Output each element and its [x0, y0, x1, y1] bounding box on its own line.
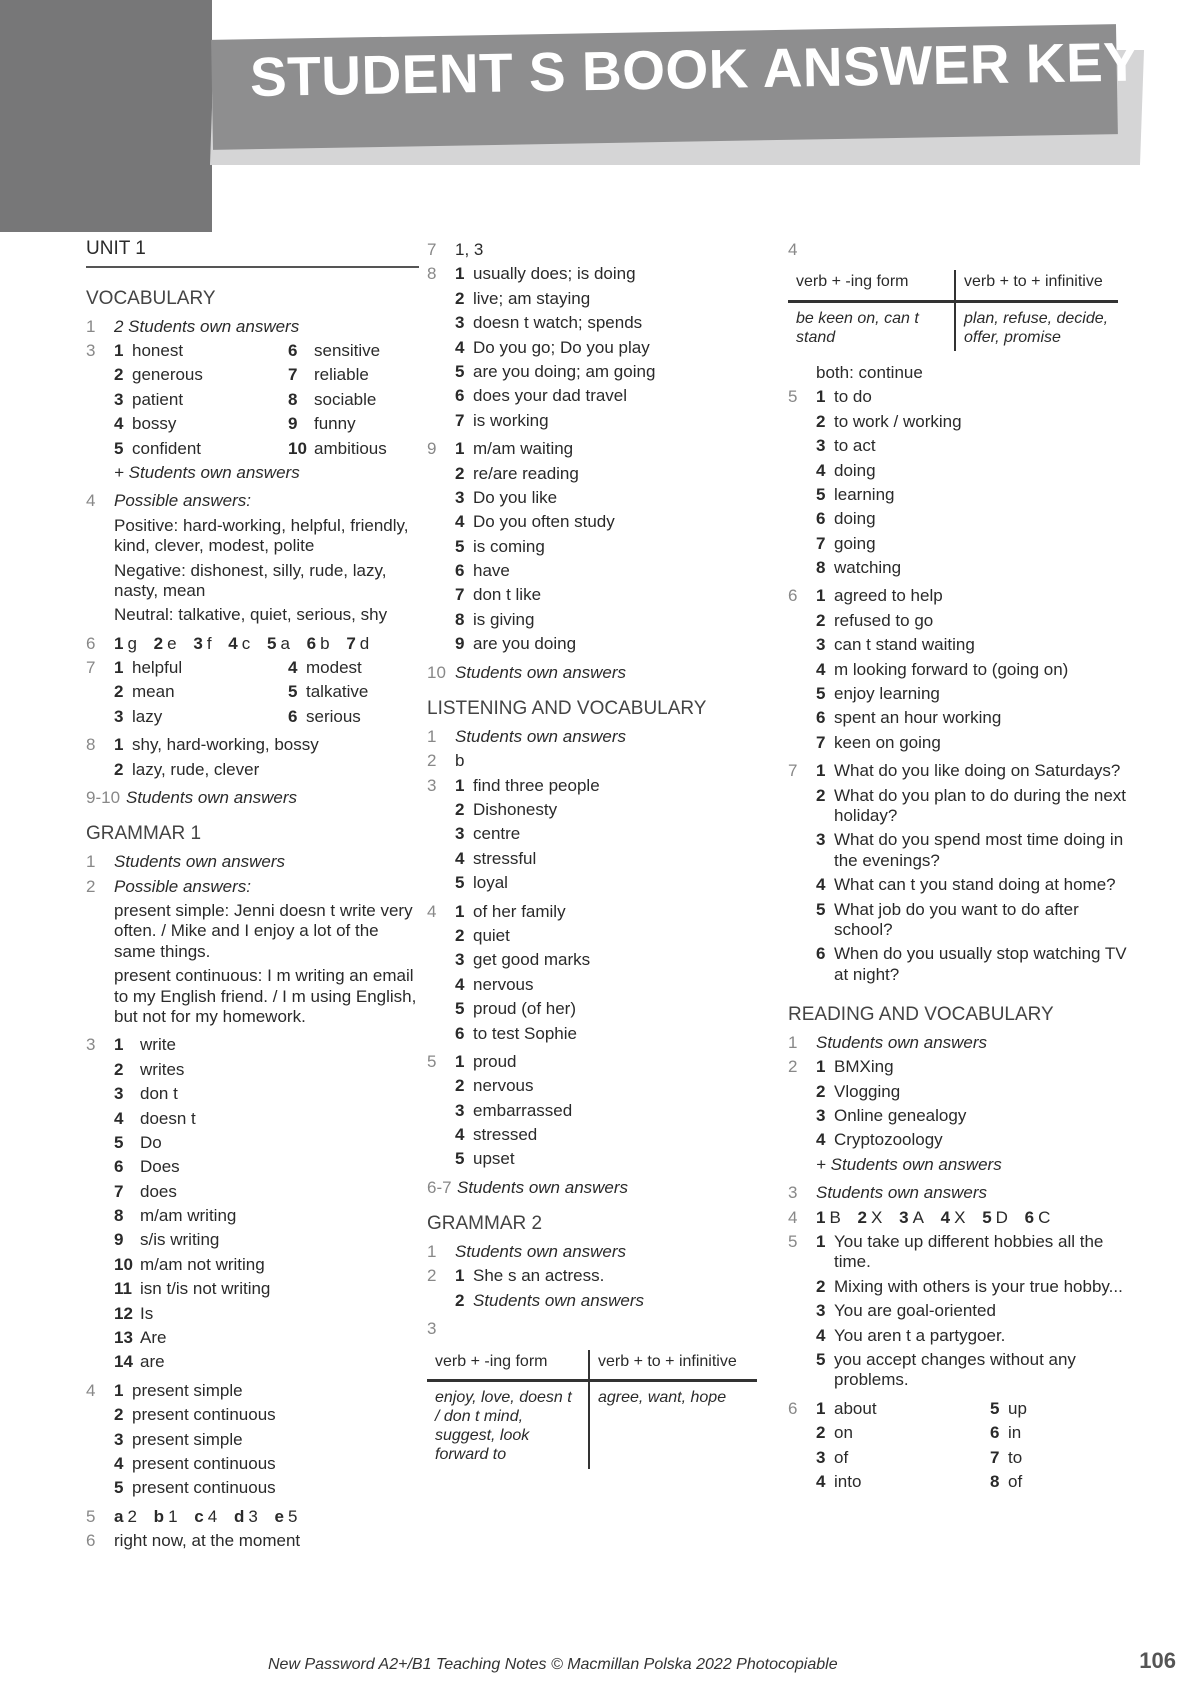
column-2	[427, 238, 772, 1481]
grammar1-ex5: 5 a 2 b 1 c 4 d 3 e 5	[86, 1506, 298, 1526]
reading-ex3: 3 Students own answers	[788, 1183, 988, 1203]
vocab-ex7: 7 1 helpful 4 modest 2 mean 5 talkative 3 lazy 6 serious	[86, 658, 369, 726]
listening-ex5: 5 1 proud 2 nervous 3 embarrassed 4 stressed 5 upset	[427, 1051, 573, 1169]
reading-ex5: 5 1 You take up different hobbies all the time. 2 Mixing with others is your true hobby... 3 You are goal-oriented 4 You aren t a partygoer. 5 you accept changes without any problems.	[788, 1232, 1123, 1390]
grammar1-ex6: 6 right now, at the moment	[86, 1531, 301, 1551]
grammar2-ex2: 2 1 She s an actress. 2 Students own answers	[427, 1266, 645, 1310]
header-dark-block	[0, 0, 212, 232]
section-grammar-1: GRAMMAR 1	[86, 823, 202, 845]
section-vocabulary: VOCABULARY	[86, 287, 216, 309]
grammar2-ex4-table: verb + -ing form verb + to + infinitive be keen on, can t stand plan, refuse, decide, offer, promise	[788, 270, 1118, 351]
grammar1-ex2: 2 Possible answers: present simple: Jenni doesn t write very often. / Mike and I enjoy a lot of the same things. present continuous: I m writing an email to my English friend. / I m using English, but not for my homework.	[86, 876, 417, 1026]
grammar2-ex5: 5 1 to do 2 to work / working 3 to act 4 doing 5 learning 6 doing 7 going 8 watching	[788, 387, 962, 578]
grammar2-ex3-table: verb + -ing form verb + to + infinitive enjoy, love, doesn t / don t mind, suggest, look forward to agree, want, hope	[427, 1350, 757, 1469]
column-1	[86, 238, 419, 1556]
vocab-ex6: 6 1 g 2 e 3 f 4 c 5 a 6 b 7 d	[86, 633, 370, 653]
listening-ex3: 3 1 find three people 2 Dishonesty 3 centre 4 stressful 5 loyal	[427, 775, 600, 893]
reading-ex4: 4 1 B 2 X 3 A 4 X 5 D 6 C	[788, 1207, 1051, 1227]
grammar1-ex10: 10 Students own answers	[427, 662, 627, 682]
vocab-ex3-grid: 1 honest 6 sensitive 2 generous 7 reliable 3 patient 8 sociable 4 bossy 9 funny 5 confident 10 ambitious	[114, 340, 387, 458]
listening-ex6-7: 6-7 Students own answers	[427, 1177, 629, 1197]
grammar1-ex7: 7 1, 3	[427, 240, 484, 259]
grammar2-ex7: 7 1 What do you like doing on Saturdays? 2 What do you plan to do during the next holiday? 3 What do you spend most time doing in the evenings? 4 What can t you stand doing at home? 5 What job do you want to do after school? 6 When do you usually stop watching TV at night?	[788, 761, 1127, 984]
vocab-ex8: 8 1 shy, hard-working, bossy 2 lazy, rude, clever	[86, 735, 319, 779]
vocab-ex9-10: 9-10 Students own answers	[86, 788, 298, 808]
vocab-ex4: 4 Possible answers: Positive: hard-working, helpful, friendly, kind, clever, modest, polite Negative: dishonest, silly, rude, lazy, nasty, mean Neutral: talkative, quiet, serious, shy	[86, 491, 409, 625]
grammar1-ex9: 9 1 m/am waiting 2 re/are reading 3 Do you like 4 Do you often study 5 is coming 6 have 7 don t like 8 is giving 9 are you doing	[427, 439, 615, 654]
vocab-ex3-extra: + Students own answers	[114, 462, 300, 482]
reading-ex1: 1 Students own answers	[788, 1032, 988, 1052]
page-title: STUDENT S BOOK ANSWER KEY	[249, 30, 1141, 108]
grammar2-ex6: 6 1 agreed to help 2 refused to go 3 can t stand waiting 4 m looking forward to (going on) 5 enjoy learning 6 spent an hour working 7 keen on going	[788, 586, 1069, 752]
reading-ex2: 2 1 BMXing 2 Vlogging 3 Online genealogy 4 Cryptozoology + Students own answers	[788, 1057, 1002, 1174]
page-number: 106	[1139, 1648, 1176, 1673]
grammar2-ex3: 3	[427, 1319, 437, 1339]
vocab-ex1: 1 2 Students own answers	[86, 316, 300, 336]
grammar2-ex4-both: both: continue	[816, 362, 923, 382]
section-listening-vocabulary: LISTENING AND VOCABULARY	[427, 698, 707, 720]
listening-ex2: 2 b	[427, 751, 465, 771]
section-reading-vocabulary: READING AND VOCABULARY	[788, 1004, 1054, 1026]
grammar1-ex8: 8 1 usually does; is doing 2 live; am staying 3 doesn t watch; spends 4 Do you go; Do you play 5 are you doing; am going 6 does your dad travel 7 is working	[427, 264, 656, 430]
grammar1-ex3: 3 1 write 2 writes 3 don t 4 doesn t 5 Do 6 Does 7 does 8 m/am writing 9 s/is writing 10 m/am not writing 11 isn t/is not writing 12 Is 13 Are 14 are	[86, 1035, 271, 1372]
reading-ex6: 6 1 about 5 up 2 on 6 in 3 of 7 to 4 into 8 of	[788, 1398, 1027, 1491]
listening-ex1: 1 Students own answers	[427, 726, 627, 746]
listening-ex4: 4 1 of her family 2 quiet 3 get good marks 4 nervous 5 proud (of her) 6 to test Sophie	[427, 901, 591, 1043]
grammar2-ex4: 4	[788, 240, 798, 259]
section-grammar-2: GRAMMAR 2	[427, 1213, 543, 1235]
unit-heading: UNIT 1	[86, 238, 419, 268]
footer-credit: New Password A2+/B1 Teaching Notes © Macmillan Polska 2022 Photocopiable	[268, 1656, 838, 1673]
grammar2-ex1: 1 Students own answers	[427, 1242, 627, 1262]
grammar1-ex4: 4 1 present simple 2 present continuous 3 present simple 4 present continuous 5 present continuous	[86, 1380, 276, 1498]
column-3	[788, 238, 1128, 1500]
grammar1-ex1: 1 Students own answers	[86, 852, 286, 872]
vocab-ex3: 3 1 honest 6 sensitive 2 generous 7 reliable 3 patient 8 sociable 4 bossy 9 funny 5 confident 10 ambitious + Students own answers	[86, 341, 419, 487]
